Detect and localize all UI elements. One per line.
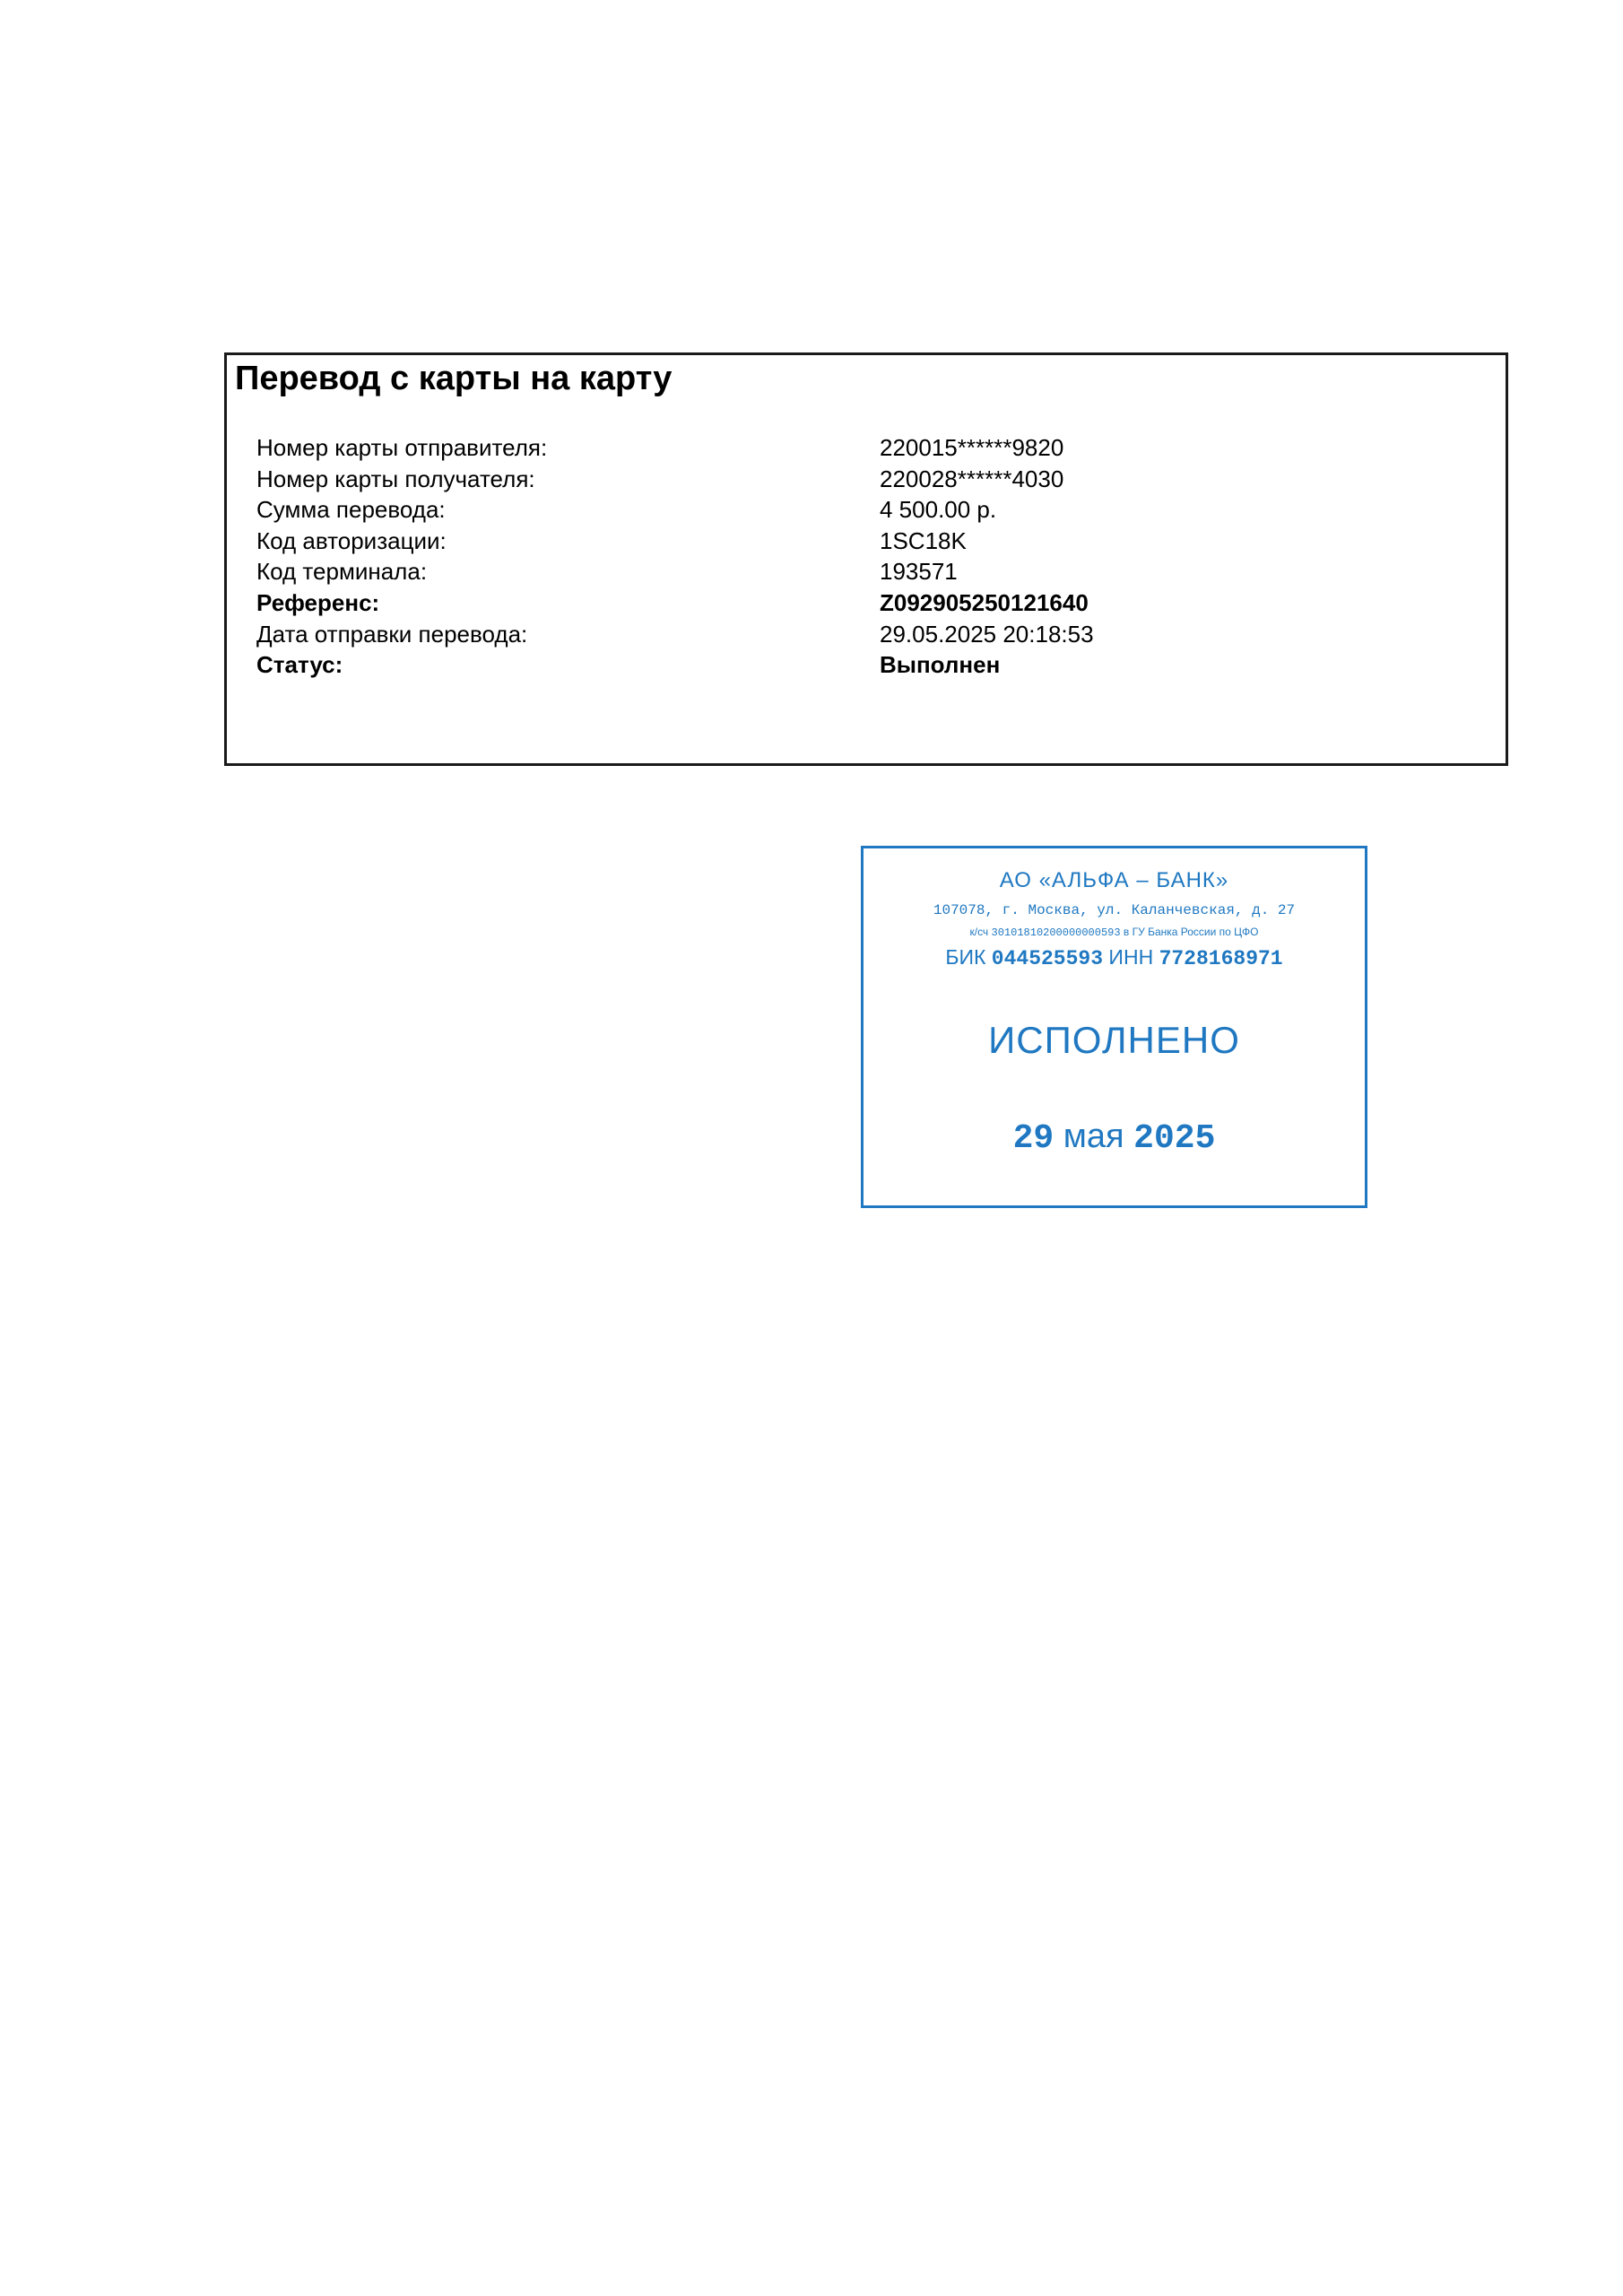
stamp-status: ИСПОЛНЕНО xyxy=(988,1019,1240,1061)
stamp-account-suffix: в ГУ Банка России по ЦФО xyxy=(1123,926,1259,938)
stamp-date-year: 2025 xyxy=(1133,1119,1216,1158)
receipt-title: Перевод с карты на карту xyxy=(235,360,673,397)
row-status xyxy=(256,649,1494,681)
row-value: 220028******4030 xyxy=(880,465,1064,492)
row-label: Номер карты получателя: xyxy=(256,465,535,492)
row-amount xyxy=(256,494,1494,526)
stamp-bank-name: АО «АЛЬФА – БАНК» xyxy=(999,868,1229,892)
row-label: Референс: xyxy=(256,588,380,616)
row-value: Z092905250121640 xyxy=(880,588,1089,616)
row-sender-card xyxy=(256,432,1494,464)
row-auth-code xyxy=(256,526,1494,557)
row-label: Код терминала: xyxy=(256,558,428,586)
row-value: 193571 xyxy=(880,558,958,586)
stamp-bik-label: БИК xyxy=(945,945,986,969)
transfer-receipt xyxy=(224,352,1508,766)
row-value: 1SC18K xyxy=(880,526,967,554)
stamp-inn-label: ИНН xyxy=(1108,945,1154,969)
row-label: Сумма перевода: xyxy=(256,496,446,524)
row-send-date xyxy=(256,619,1494,650)
row-value: 220015******9820 xyxy=(880,434,1064,461)
stamp-date-month: мая xyxy=(1063,1118,1124,1155)
row-value: 4 500.00 р. xyxy=(880,496,997,524)
row-recipient-card xyxy=(256,464,1494,495)
stamp-address: 107078, г. Москва, ул. Каланчевская, д. 27 xyxy=(933,902,1296,918)
stamp-date xyxy=(864,1118,1365,1158)
row-value: Выполнен xyxy=(880,651,1001,679)
stamp-bik: 044525593 xyxy=(991,947,1104,970)
row-label: Статус: xyxy=(256,651,343,679)
stamp-account-prefix: к/сч xyxy=(969,926,989,938)
stamp-account-number: 30101810200000000593 xyxy=(991,926,1121,939)
stamp-account xyxy=(864,926,1365,939)
stamp-inn: 7728168971 xyxy=(1159,947,1283,970)
stamp-date-day: 29 xyxy=(1012,1119,1055,1158)
row-reference xyxy=(256,587,1494,619)
row-label: Дата отправки перевода: xyxy=(256,620,528,648)
bank-stamp xyxy=(861,846,1367,1208)
row-terminal-code xyxy=(256,556,1494,587)
row-label: Код авторизации: xyxy=(256,526,447,554)
row-label: Номер карты отправителя: xyxy=(256,434,548,461)
stamp-bik-inn xyxy=(864,945,1365,970)
receipt-details xyxy=(256,432,1494,681)
row-value: 29.05.2025 20:18:53 xyxy=(880,620,1094,648)
